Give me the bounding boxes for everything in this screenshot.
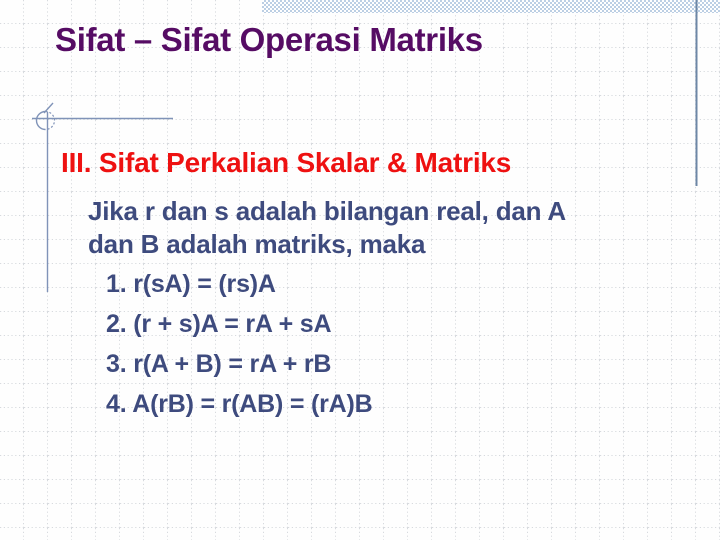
slide-title: Sifat – Sifat Operasi Matriks	[55, 21, 483, 58]
body-paragraph	[88, 195, 566, 261]
list-item: 2. (r + s)A = rA + sA	[106, 310, 332, 338]
body-line: dan B adalah matriks, maka	[88, 229, 426, 259]
section-heading: III. Sifat Perkalian Skalar & Matriks	[61, 147, 512, 178]
numbered-list	[106, 264, 373, 424]
body-line: Jika r dan s adalah bilangan real, dan A	[88, 196, 566, 226]
list-item: 3. r(A + B) = rA + rB	[106, 350, 332, 378]
list-item: 1. r(sA) = (rs)A	[106, 270, 276, 298]
list-item: 4. A(rB) = r(AB) = (rA)B	[106, 390, 373, 418]
